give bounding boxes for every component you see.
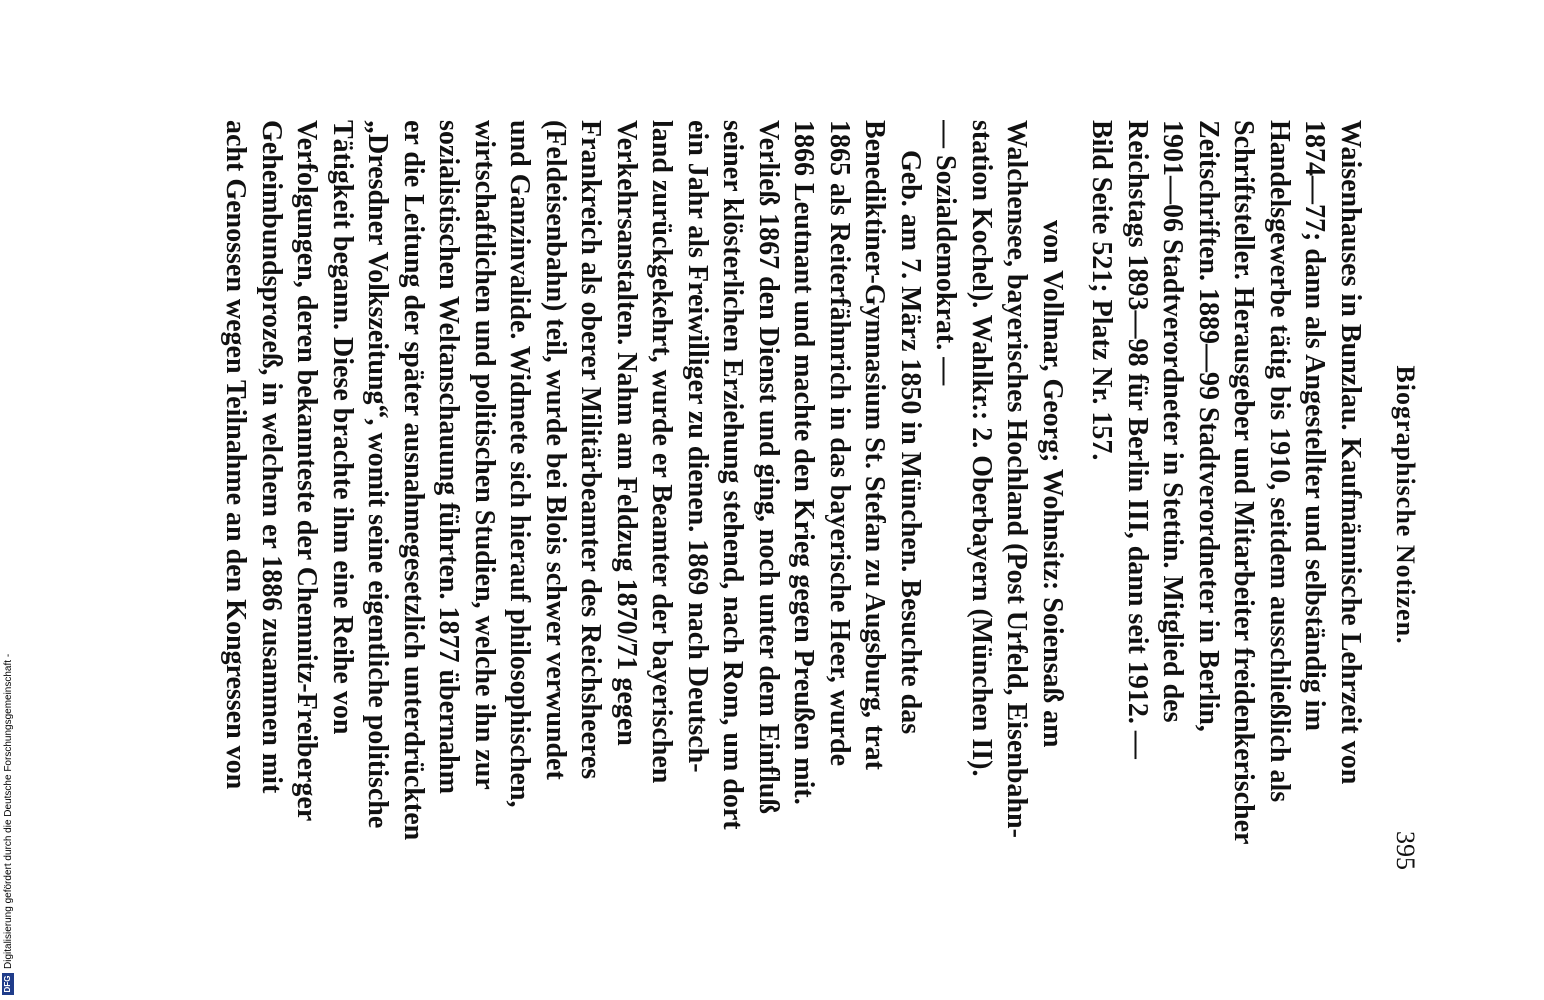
text-line: Tätigkeit begann. Diese brachte ihm eine Reihe von xyxy=(327,120,358,735)
text-line: Schriftsteller. Herausgeber und Mitarbeiter freidenkerischer xyxy=(1228,120,1260,845)
text-line: Verfolgungen, deren bekannteste der Chemnitz-Freiberger xyxy=(291,120,323,822)
text-line: Geb. am 7. März 1850 in München. Besuchte das xyxy=(895,150,926,735)
text-line: 1874—77; dann als Angestellter und selbständig im xyxy=(1299,120,1331,731)
text-line: er die Leitung der später ausnahmegesetzlich unterdrückten xyxy=(398,120,429,841)
running-header xyxy=(1380,120,1420,890)
text-line: „Dresdner Volkszeitung“, womit seine eigentliche politische xyxy=(362,120,394,829)
entry-first-line xyxy=(1035,120,1071,890)
rotated-page xyxy=(170,120,1420,890)
dfg-logo: DFG xyxy=(2,973,14,995)
text-line: Zeitschriften. 1889—99 Stadtverordneter in Berlin, xyxy=(1193,120,1224,732)
credit-text: Digitalisierung gefördert durch die Deutsche Forschungsgemeinschaft - xyxy=(2,653,14,969)
text-line: station Kochel). Wahlkr.: 2. Oberbayern (München II). xyxy=(966,120,997,777)
text-line: Bild Seite 521; Platz Nr. 157. xyxy=(1086,120,1118,461)
text-line: Reichstags 1893—98 für Berlin III, dann seit 1912. — xyxy=(1122,120,1153,759)
page-number: 395 xyxy=(1391,831,1420,870)
text-line: (Feldeisenbahn) teil, wurde bei Blois schwer verwundet xyxy=(540,120,571,780)
text-line: Frankreich als oberer Militärbeamter des Reichsheeres xyxy=(575,120,607,780)
text-line: — Sozialdemokrat. — xyxy=(930,120,962,386)
entry-heading: von Vollmar, xyxy=(1037,220,1068,372)
text-line: Verkehrsanstalten. Nahm am Feldzug 1870/71 gegen xyxy=(611,120,642,746)
text-line: und Ganzinvalide. Widmete sich hierauf philosophischen, xyxy=(504,120,536,808)
text-line: Benediktiner-Gymnasium St. Stefan zu Augsburg, trat xyxy=(859,120,891,771)
paragraph-2 xyxy=(928,120,1070,890)
digitization-credit xyxy=(2,654,14,995)
text-line: land zurückgekehrt, wurde er Beamter der bayerischen xyxy=(646,120,678,784)
text-line: ein Jahr als Freiwilliger zu dienen. 1869 nach Deutsch- xyxy=(682,120,713,773)
text-line: 1865 als Reiterfähnrich in das bayerische Heer, wurde xyxy=(824,120,855,767)
paragraph-gap xyxy=(1070,120,1084,890)
text-line: wirtschaftlichen und politischen Studien, welche ihn zur xyxy=(469,120,500,790)
text-line: seiner klösterlichen Erziehung stehend, nach Rom, um dort xyxy=(717,120,749,830)
text-line: 1901—06 Stadtverordneter in Stettin. Mitglied des xyxy=(1157,120,1189,723)
text-line: Geheimbundsprozeß, in welchem er 1886 zusammen mit xyxy=(256,120,287,794)
text-line: Verließ 1867 den Dienst und ging, noch unter dem Einfluß xyxy=(753,120,784,814)
body-text xyxy=(218,120,1368,890)
text-line: sozialistischen Weltanschauung führten. 1877 übernahm xyxy=(433,120,465,794)
paragraph-1 xyxy=(1084,120,1368,890)
header-title: Biographische Notizen. xyxy=(1391,365,1420,645)
text-line: acht Genossen wegen Teilnahme an den Kongressen von xyxy=(220,120,252,790)
paragraph-3 xyxy=(218,120,928,890)
text-line: Handelsgewerbe tätig bis 1910, seitdem ausschließlich als xyxy=(1264,120,1295,803)
text-line: 1866 Leutnant und machte den Krieg gegen Preußen mit. xyxy=(788,120,820,805)
text-line: Waisenhauses in Bunzlau. Kaufmännische Lehrzeit von xyxy=(1335,120,1366,785)
text-line: Walchensee, bayerisches Hochland (Post Urfeld, Eisenbahn- xyxy=(1001,120,1033,838)
entry-first-line-text: Georg; Wohnsitz: Soiensaß am xyxy=(1037,378,1068,748)
